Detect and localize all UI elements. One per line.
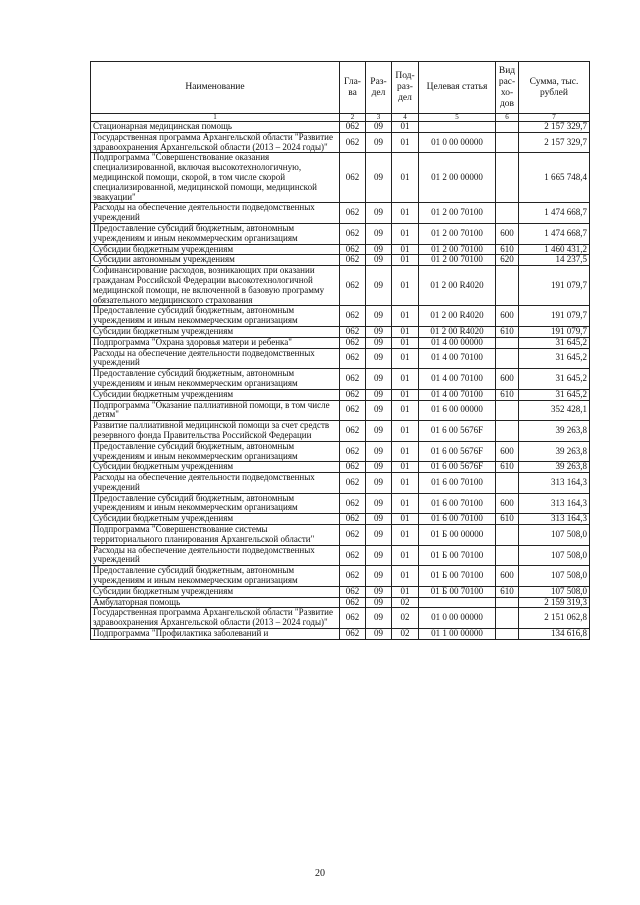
row-glava-cell: 062	[340, 266, 366, 306]
row-podrazdel-cell: 01	[392, 153, 419, 203]
row-razdel-cell: 09	[366, 493, 392, 514]
row-podrazdel-cell: 01	[392, 566, 419, 587]
row-glava-cell: 062	[340, 462, 366, 473]
row-razdel-cell: 09	[366, 122, 392, 133]
row-name-cell: Подпрограмма "Охрана здоровья матери и ребенка"	[91, 337, 340, 348]
row-glava-cell: 062	[340, 132, 366, 153]
row-sum-cell: 1 665 748,4	[519, 153, 590, 203]
row-sum-cell: 107 508,0	[519, 525, 590, 546]
row-expense-type-cell: 600	[496, 306, 519, 327]
row-expense-type-cell	[496, 348, 519, 369]
table-header	[91, 62, 590, 122]
row-sum-cell: 352 428,1	[519, 400, 590, 421]
row-sum-cell: 39 263,8	[519, 462, 590, 473]
table-row	[91, 597, 590, 608]
row-razdel-cell: 09	[366, 369, 392, 390]
row-glava-cell: 062	[340, 326, 366, 337]
row-glava-cell: 062	[340, 473, 366, 494]
row-expense-type-cell	[496, 122, 519, 133]
row-glava-cell: 062	[340, 493, 366, 514]
column-number: 6	[496, 114, 519, 122]
table-row	[91, 266, 590, 306]
row-sum-cell: 191 079,7	[519, 266, 590, 306]
row-expense-type-cell: 610	[496, 586, 519, 597]
row-sum-cell: 107 508,0	[519, 586, 590, 597]
row-target-article-cell: 01 4 00 00000	[419, 337, 496, 348]
row-name-cell: Подпрограмма "Оказание паллиативной помощи, в том числе детям"	[91, 400, 340, 421]
row-podrazdel-cell: 01	[392, 337, 419, 348]
row-name-cell: Предоставление субсидий бюджетным, автономным учреждениям и иным некоммерческим организациям	[91, 566, 340, 587]
row-glava-cell: 062	[340, 255, 366, 266]
row-target-article-cell: 01 6 00 5676F	[419, 421, 496, 442]
column-number: 4	[392, 114, 419, 122]
table-row	[91, 132, 590, 153]
row-name-cell: Предоставление субсидий бюджетным, автономным учреждениям и иным некоммерческим организациям	[91, 306, 340, 327]
row-target-article-cell: 01 2 00 R4020	[419, 326, 496, 337]
row-name-cell: Субсидии бюджетным учреждениям	[91, 514, 340, 525]
row-sum-cell: 107 508,0	[519, 545, 590, 566]
row-razdel-cell: 09	[366, 400, 392, 421]
row-glava-cell: 062	[340, 514, 366, 525]
row-target-article-cell: 01 4 00 70100	[419, 369, 496, 390]
row-razdel-cell: 09	[366, 525, 392, 546]
row-sum-cell: 313 164,3	[519, 473, 590, 494]
row-name-cell: Предоставление субсидий бюджетным, автономным учреждениям и иным некоммерческим организациям	[91, 493, 340, 514]
row-target-article-cell: 01 Б 00 70100	[419, 566, 496, 587]
row-target-article-cell: 01 4 00 70100	[419, 389, 496, 400]
row-expense-type-cell: 600	[496, 223, 519, 244]
row-razdel-cell: 09	[366, 629, 392, 640]
table-row	[91, 525, 590, 546]
row-name-cell: Субсидии автономным учреждениям	[91, 255, 340, 266]
row-glava-cell: 062	[340, 525, 366, 546]
row-podrazdel-cell: 02	[392, 597, 419, 608]
header-glava: Гла-ва	[340, 62, 366, 114]
row-razdel-cell: 09	[366, 389, 392, 400]
row-target-article-cell	[419, 122, 496, 133]
row-name-cell: Софинансирование расходов, возникающих при оказании гражданам Российской Федерации высокотехнологичной медицинской помощи, не включенной в базовую программу обязательного медицинского страхования	[91, 266, 340, 306]
row-sum-cell: 31 645,2	[519, 348, 590, 369]
row-expense-type-cell	[496, 608, 519, 629]
header-target-article: Целевая статья	[419, 62, 496, 114]
row-razdel-cell: 09	[366, 266, 392, 306]
row-podrazdel-cell: 01	[392, 400, 419, 421]
row-glava-cell: 062	[340, 306, 366, 327]
row-name-cell: Развитие паллиативной медицинской помощи за счет средств резервного фонда Правительства Российской Федерации	[91, 421, 340, 442]
row-sum-cell: 2 157 329,7	[519, 132, 590, 153]
row-glava-cell: 062	[340, 400, 366, 421]
table-row	[91, 153, 590, 203]
row-sum-cell: 2 157 329,7	[519, 122, 590, 133]
table-row	[91, 369, 590, 390]
row-expense-type-cell: 610	[496, 514, 519, 525]
row-name-cell: Предоставление субсидий бюджетным, автономным учреждениям и иным некоммерческим организациям	[91, 441, 340, 462]
row-podrazdel-cell: 01	[392, 441, 419, 462]
table-row	[91, 586, 590, 597]
row-expense-type-cell: 610	[496, 326, 519, 337]
table-row	[91, 389, 590, 400]
row-name-cell: Субсидии бюджетным учреждениям	[91, 389, 340, 400]
row-sum-cell: 107 508,0	[519, 566, 590, 587]
row-podrazdel-cell: 01	[392, 514, 419, 525]
column-number: 2	[340, 114, 366, 122]
row-expense-type-cell	[496, 421, 519, 442]
table-row	[91, 629, 590, 640]
row-razdel-cell: 09	[366, 348, 392, 369]
header-name: Наименование	[91, 62, 340, 114]
header-sum: Сумма, тыс. рублей	[519, 62, 590, 114]
row-podrazdel-cell: 01	[392, 306, 419, 327]
table-row	[91, 203, 590, 224]
row-target-article-cell: 01 4 00 70100	[419, 348, 496, 369]
row-expense-type-cell: 610	[496, 389, 519, 400]
header-podrazdel: Под-раз-дел	[392, 62, 419, 114]
table-row	[91, 545, 590, 566]
row-target-article-cell: 01 2 00 70100	[419, 203, 496, 224]
row-sum-cell: 2 159 319,3	[519, 597, 590, 608]
header-razdel: Раз-дел	[366, 62, 392, 114]
page-number: 20	[315, 868, 325, 879]
row-glava-cell: 062	[340, 421, 366, 442]
row-expense-type-cell	[496, 597, 519, 608]
row-target-article-cell: 01 Б 00 70100	[419, 545, 496, 566]
row-name-cell: Государственная программа Архангельской области "Развитие здравоохранения Архангельской области (2013 – 2024 годы)"	[91, 608, 340, 629]
table-row	[91, 493, 590, 514]
budget-table	[90, 61, 590, 640]
row-podrazdel-cell: 01	[392, 421, 419, 442]
column-number: 1	[91, 114, 340, 122]
row-glava-cell: 062	[340, 337, 366, 348]
row-razdel-cell: 09	[366, 244, 392, 255]
table-row	[91, 400, 590, 421]
table-row	[91, 337, 590, 348]
row-name-cell: Подпрограмма "Совершенствование оказания специализированной, включая высокотехнологичную, медицинской помощи, скорой, в том числе скорой специализированной, медицинской помощи, медицинской эвакуации"	[91, 153, 340, 203]
row-expense-type-cell: 600	[496, 441, 519, 462]
row-target-article-cell: 01 2 00 70100	[419, 255, 496, 266]
row-sum-cell: 2 151 062,8	[519, 608, 590, 629]
row-sum-cell: 14 237,5	[519, 255, 590, 266]
row-name-cell: Амбулаторная помощь	[91, 597, 340, 608]
row-podrazdel-cell: 01	[392, 266, 419, 306]
table-row	[91, 244, 590, 255]
table-row	[91, 306, 590, 327]
row-razdel-cell: 09	[366, 306, 392, 327]
table-row	[91, 566, 590, 587]
row-glava-cell: 062	[340, 153, 366, 203]
row-name-cell: Субсидии бюджетным учреждениям	[91, 586, 340, 597]
row-razdel-cell: 09	[366, 153, 392, 203]
row-podrazdel-cell: 01	[392, 132, 419, 153]
row-podrazdel-cell: 01	[392, 244, 419, 255]
row-podrazdel-cell: 01	[392, 203, 419, 224]
row-name-cell: Расходы на обеспечение деятельности подведомственных учреждений	[91, 473, 340, 494]
row-expense-type-cell	[496, 132, 519, 153]
table-row	[91, 462, 590, 473]
row-sum-cell: 134 616,8	[519, 629, 590, 640]
row-name-cell: Субсидии бюджетным учреждениям	[91, 462, 340, 473]
row-expense-type-cell: 600	[496, 566, 519, 587]
row-expense-type-cell: 610	[496, 244, 519, 255]
row-razdel-cell: 09	[366, 473, 392, 494]
table-row	[91, 473, 590, 494]
row-expense-type-cell	[496, 203, 519, 224]
row-name-cell: Субсидии бюджетным учреждениям	[91, 326, 340, 337]
row-razdel-cell: 09	[366, 421, 392, 442]
row-podrazdel-cell: 01	[392, 545, 419, 566]
row-glava-cell: 062	[340, 545, 366, 566]
row-podrazdel-cell: 02	[392, 608, 419, 629]
table-row	[91, 514, 590, 525]
table-row	[91, 441, 590, 462]
row-glava-cell: 062	[340, 441, 366, 462]
row-razdel-cell: 09	[366, 597, 392, 608]
row-name-cell: Государственная программа Архангельской области "Развитие здравоохранения Архангельской области (2013 – 2024 годы)"	[91, 132, 340, 153]
row-name-cell: Подпрограмма "Профилактика заболеваний и	[91, 629, 340, 640]
row-glava-cell: 062	[340, 629, 366, 640]
row-target-article-cell: 01 6 00 70100	[419, 493, 496, 514]
row-target-article-cell: 01 0 00 00000	[419, 608, 496, 629]
row-target-article-cell: 01 Б 00 00000	[419, 525, 496, 546]
row-razdel-cell: 09	[366, 608, 392, 629]
row-target-article-cell: 01 6 00 70100	[419, 514, 496, 525]
header-expense-type: Вид рас-хо-дов	[496, 62, 519, 114]
row-podrazdel-cell: 01	[392, 493, 419, 514]
column-number: 5	[419, 114, 496, 122]
row-target-article-cell: 01 6 00 5676F	[419, 462, 496, 473]
row-glava-cell: 062	[340, 586, 366, 597]
row-target-article-cell: 01 6 00 5676F	[419, 441, 496, 462]
row-glava-cell: 062	[340, 244, 366, 255]
row-sum-cell: 313 164,3	[519, 493, 590, 514]
row-target-article-cell	[419, 597, 496, 608]
row-podrazdel-cell: 01	[392, 525, 419, 546]
column-number: 7	[519, 114, 590, 122]
row-glava-cell: 062	[340, 369, 366, 390]
row-sum-cell: 31 645,2	[519, 337, 590, 348]
row-expense-type-cell: 620	[496, 255, 519, 266]
row-name-cell: Субсидии бюджетным учреждениям	[91, 244, 340, 255]
row-name-cell: Подпрограмма "Совершенствование системы территориального планирования Архангельской области"	[91, 525, 340, 546]
row-sum-cell: 31 645,2	[519, 369, 590, 390]
row-podrazdel-cell: 01	[392, 369, 419, 390]
row-razdel-cell: 09	[366, 255, 392, 266]
row-sum-cell: 39 263,8	[519, 441, 590, 462]
row-podrazdel-cell: 01	[392, 255, 419, 266]
row-razdel-cell: 09	[366, 545, 392, 566]
row-glava-cell: 062	[340, 597, 366, 608]
row-target-article-cell: 01 2 00 00000	[419, 153, 496, 203]
table-row	[91, 421, 590, 442]
row-name-cell: Предоставление субсидий бюджетным, автономным учреждениям и иным некоммерческим организациям	[91, 369, 340, 390]
row-expense-type-cell	[496, 629, 519, 640]
table-row	[91, 348, 590, 369]
row-razdel-cell: 09	[366, 223, 392, 244]
table-row	[91, 326, 590, 337]
row-podrazdel-cell: 01	[392, 462, 419, 473]
row-razdel-cell: 09	[366, 326, 392, 337]
row-sum-cell: 191 079,7	[519, 326, 590, 337]
row-podrazdel-cell: 01	[392, 389, 419, 400]
row-target-article-cell: 01 6 00 00000	[419, 400, 496, 421]
table-row	[91, 608, 590, 629]
row-name-cell: Предоставление субсидий бюджетным, автономным учреждениям и иным некоммерческим организациям	[91, 223, 340, 244]
row-glava-cell: 062	[340, 566, 366, 587]
row-expense-type-cell	[496, 266, 519, 306]
table-row	[91, 122, 590, 133]
row-expense-type-cell	[496, 337, 519, 348]
row-podrazdel-cell: 01	[392, 586, 419, 597]
row-name-cell: Расходы на обеспечение деятельности подведомственных учреждений	[91, 348, 340, 369]
row-target-article-cell: 01 2 00 70100	[419, 223, 496, 244]
row-glava-cell: 062	[340, 122, 366, 133]
row-expense-type-cell	[496, 153, 519, 203]
header-row	[91, 62, 590, 114]
row-razdel-cell: 09	[366, 132, 392, 153]
row-expense-type-cell: 600	[496, 493, 519, 514]
table-row	[91, 223, 590, 244]
row-name-cell: Расходы на обеспечение деятельности подведомственных учреждений	[91, 545, 340, 566]
row-sum-cell: 1 460 431,2	[519, 244, 590, 255]
row-razdel-cell: 09	[366, 337, 392, 348]
row-razdel-cell: 09	[366, 586, 392, 597]
row-expense-type-cell	[496, 400, 519, 421]
row-razdel-cell: 09	[366, 566, 392, 587]
row-podrazdel-cell: 01	[392, 326, 419, 337]
row-target-article-cell: 01 6 00 70100	[419, 473, 496, 494]
row-razdel-cell: 09	[366, 462, 392, 473]
row-target-article-cell: 01 2 00 70100	[419, 244, 496, 255]
row-glava-cell: 062	[340, 608, 366, 629]
row-target-article-cell: 01 2 00 R4020	[419, 306, 496, 327]
row-expense-type-cell: 600	[496, 369, 519, 390]
row-expense-type-cell	[496, 525, 519, 546]
column-number-row	[91, 114, 590, 122]
row-podrazdel-cell: 01	[392, 473, 419, 494]
table-body	[91, 122, 590, 640]
row-razdel-cell: 09	[366, 514, 392, 525]
row-podrazdel-cell: 01	[392, 348, 419, 369]
row-sum-cell: 39 263,8	[519, 421, 590, 442]
row-sum-cell: 31 645,2	[519, 389, 590, 400]
row-sum-cell: 1 474 668,7	[519, 223, 590, 244]
row-podrazdel-cell: 01	[392, 122, 419, 133]
row-name-cell: Стационарная медицинская помощь	[91, 122, 340, 133]
row-sum-cell: 1 474 668,7	[519, 203, 590, 224]
row-glava-cell: 062	[340, 223, 366, 244]
row-glava-cell: 062	[340, 389, 366, 400]
row-target-article-cell: 01 1 00 00000	[419, 629, 496, 640]
row-sum-cell: 191 079,7	[519, 306, 590, 327]
row-podrazdel-cell: 01	[392, 223, 419, 244]
row-glava-cell: 062	[340, 348, 366, 369]
row-expense-type-cell	[496, 545, 519, 566]
row-target-article-cell: 01 0 00 00000	[419, 132, 496, 153]
table-row	[91, 255, 590, 266]
row-target-article-cell: 01 2 00 R4020	[419, 266, 496, 306]
row-glava-cell: 062	[340, 203, 366, 224]
row-sum-cell: 313 164,3	[519, 514, 590, 525]
row-razdel-cell: 09	[366, 441, 392, 462]
row-expense-type-cell: 610	[496, 462, 519, 473]
column-number: 3	[366, 114, 392, 122]
row-name-cell: Расходы на обеспечение деятельности подведомственных учреждений	[91, 203, 340, 224]
row-expense-type-cell	[496, 473, 519, 494]
row-target-article-cell: 01 Б 00 70100	[419, 586, 496, 597]
row-podrazdel-cell: 02	[392, 629, 419, 640]
row-razdel-cell: 09	[366, 203, 392, 224]
